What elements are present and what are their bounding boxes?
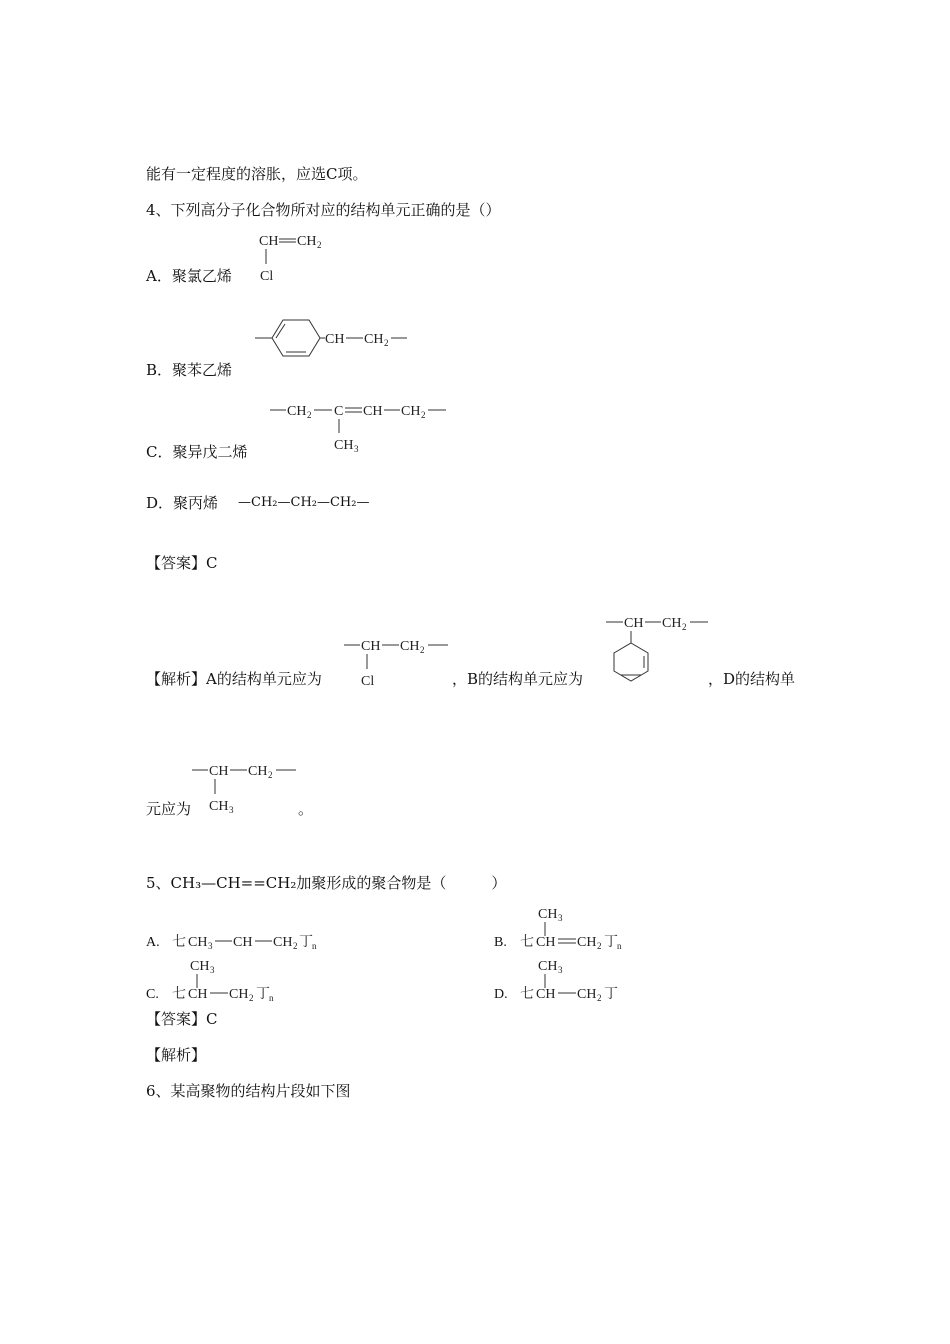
svg-text:3: 3 bbox=[210, 965, 215, 975]
question-4: 4、下列高分子化合物所对应的结构单元正确的是（） bbox=[146, 201, 501, 219]
svg-text:Cl: Cl bbox=[361, 674, 375, 689]
structure-q5-d bbox=[520, 956, 660, 1012]
svg-text:七: 七 bbox=[520, 935, 534, 950]
svg-text:CH: CH bbox=[188, 987, 208, 1002]
explanation-4-part-2: ，B的结构单元应为 bbox=[452, 670, 584, 688]
svg-text:CH: CH bbox=[400, 639, 420, 654]
svg-text:CH: CH bbox=[363, 404, 383, 419]
svg-text:3: 3 bbox=[354, 444, 359, 454]
svg-text:CH: CH bbox=[297, 234, 317, 249]
structure-q4-c bbox=[270, 398, 450, 458]
svg-text:CH: CH bbox=[229, 987, 249, 1002]
svg-text:C: C bbox=[334, 404, 344, 419]
svg-text:CH: CH bbox=[538, 959, 558, 974]
svg-text:CH: CH bbox=[287, 404, 307, 419]
question-5: 5、CH₃—CH==CH₂加聚形成的聚合物是（ ） bbox=[146, 874, 507, 892]
explanation-4-part-1: 【解析】A的结构单元应为 bbox=[146, 670, 322, 688]
q4-option-a: A．聚氯乙烯 bbox=[146, 267, 232, 285]
structure-q4-b bbox=[255, 312, 415, 372]
answer-5: 【答案】C bbox=[146, 1010, 218, 1028]
svg-text:CH: CH bbox=[334, 438, 354, 453]
explanation-5: 【解析】 bbox=[146, 1046, 207, 1064]
svg-text:丁: 丁 bbox=[604, 987, 618, 1002]
question-6: 6、某高聚物的结构片段如下图 bbox=[146, 1082, 351, 1100]
explanation-4-part-5: 。 bbox=[298, 800, 314, 818]
q5-option-c-label: C. bbox=[146, 987, 159, 1002]
q5-option-b-label: B. bbox=[494, 935, 507, 950]
svg-text:CH: CH bbox=[188, 935, 208, 950]
svg-text:丁: 丁 bbox=[299, 935, 313, 950]
svg-text:丁: 丁 bbox=[256, 987, 270, 1002]
svg-text:CH: CH bbox=[536, 987, 556, 1002]
svg-text:3: 3 bbox=[208, 941, 213, 951]
svg-text:CH: CH bbox=[325, 332, 345, 347]
explanation-4-part-4: 元应为 bbox=[146, 800, 192, 818]
svg-text:n: n bbox=[312, 941, 317, 951]
svg-text:丁: 丁 bbox=[604, 935, 618, 950]
svg-text:3: 3 bbox=[558, 965, 563, 975]
svg-text:2: 2 bbox=[249, 993, 254, 1003]
svg-text:CH: CH bbox=[624, 616, 644, 631]
svg-text:CH: CH bbox=[233, 935, 253, 950]
svg-text:n: n bbox=[269, 993, 274, 1003]
svg-text:3: 3 bbox=[558, 913, 563, 923]
svg-text:2: 2 bbox=[597, 941, 602, 951]
structure-exp-a bbox=[344, 633, 454, 691]
svg-text:CH: CH bbox=[364, 332, 384, 347]
svg-text:CH: CH bbox=[209, 799, 229, 814]
q4-option-b: B．聚苯乙烯 bbox=[146, 361, 233, 379]
svg-text:七: 七 bbox=[520, 987, 534, 1002]
svg-text:2: 2 bbox=[317, 240, 322, 250]
svg-text:CH: CH bbox=[577, 987, 597, 1002]
svg-text:CH: CH bbox=[662, 616, 682, 631]
svg-text:CH: CH bbox=[401, 404, 421, 419]
svg-text:2: 2 bbox=[421, 410, 426, 420]
svg-text:CH: CH bbox=[538, 907, 558, 922]
svg-text:CH: CH bbox=[361, 639, 381, 654]
structure-exp-b bbox=[606, 612, 716, 692]
svg-text:2: 2 bbox=[307, 410, 312, 420]
q4-option-c: C．聚异戊二烯 bbox=[146, 443, 248, 461]
svg-text:2: 2 bbox=[384, 338, 389, 348]
svg-text:CH: CH bbox=[273, 935, 293, 950]
svg-text:Cl: Cl bbox=[260, 269, 274, 284]
structure-exp-d bbox=[192, 758, 302, 816]
svg-text:CH: CH bbox=[248, 764, 268, 779]
q5-option-d-label: D. bbox=[494, 987, 508, 1002]
svg-text:CH: CH bbox=[259, 234, 279, 249]
svg-text:2: 2 bbox=[597, 993, 602, 1003]
svg-text:2: 2 bbox=[682, 622, 687, 632]
svg-text:n: n bbox=[617, 941, 622, 951]
svg-text:CH: CH bbox=[536, 935, 556, 950]
structure-q5-a bbox=[172, 928, 342, 958]
svg-text:CH: CH bbox=[209, 764, 229, 779]
svg-text:2: 2 bbox=[420, 645, 425, 655]
structure-q5-b bbox=[520, 904, 660, 960]
svg-text:七: 七 bbox=[172, 935, 186, 950]
structure-q5-c bbox=[172, 956, 312, 1012]
svg-text:CH: CH bbox=[190, 959, 210, 974]
svg-text:2: 2 bbox=[293, 941, 298, 951]
q4-option-d: D．聚丙烯 bbox=[146, 494, 219, 512]
q4-option-d-formula: —CH₂—CH₂—CH₂— bbox=[238, 495, 370, 510]
svg-text:3: 3 bbox=[229, 805, 234, 815]
text-line-1: 能有一定程度的溶胀，应选C项。 bbox=[146, 165, 368, 183]
structure-q4-a bbox=[256, 228, 336, 288]
svg-text:2: 2 bbox=[268, 770, 273, 780]
explanation-4-part-3: ，D的结构单 bbox=[708, 670, 796, 688]
svg-text:CH: CH bbox=[577, 935, 597, 950]
svg-text:七: 七 bbox=[172, 987, 186, 1002]
answer-4: 【答案】C bbox=[146, 554, 218, 572]
q5-option-a-label: A. bbox=[146, 935, 160, 950]
